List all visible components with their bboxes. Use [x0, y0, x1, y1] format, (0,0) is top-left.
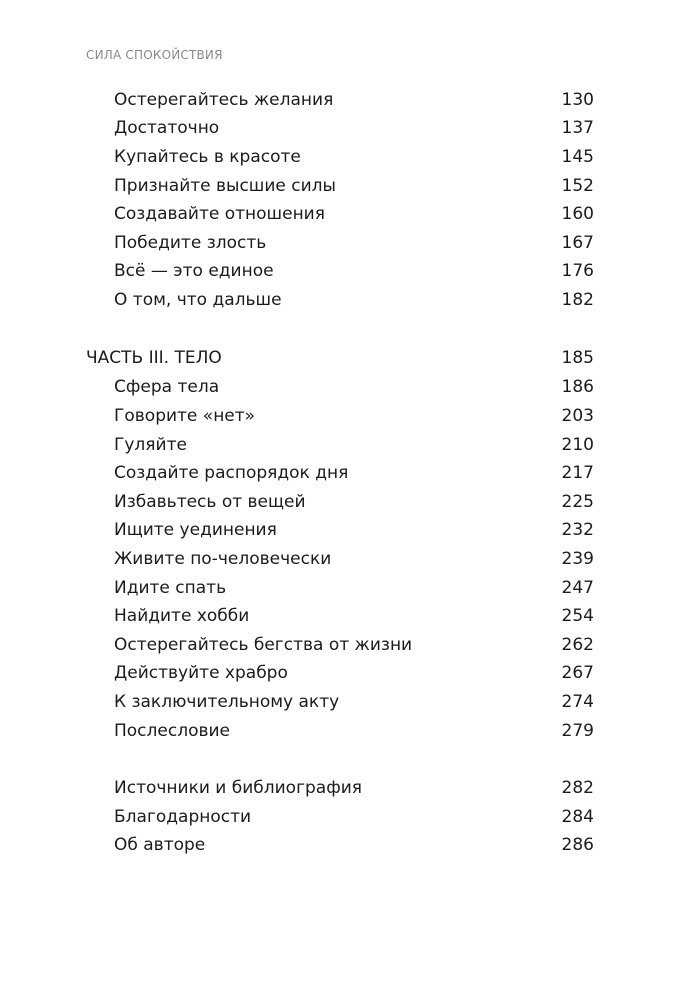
toc-entry: [0, 831, 676, 859]
toc-entry: [0, 631, 676, 659]
toc-entry-page: 282: [561, 778, 594, 798]
toc-entry-page: 152: [561, 176, 594, 196]
toc-entry-title: Купайтесь в красоте: [114, 147, 301, 167]
toc-entry-title: Найдите хобби: [114, 606, 250, 626]
toc-entry-title: Победите злость: [114, 233, 267, 253]
toc-entry-title: Об авторе: [114, 835, 206, 855]
toc-entry: [0, 200, 676, 228]
toc-entry: [0, 516, 676, 544]
toc-entry-page: 267: [561, 663, 594, 683]
toc-entry: [0, 86, 676, 114]
toc-entry: [0, 688, 676, 716]
toc-entry-page: 217: [561, 463, 594, 483]
toc-entry-title: Ищите уединения: [114, 520, 277, 540]
toc-entry-page: 176: [561, 261, 594, 281]
toc-entry-title: Всё — это единое: [114, 261, 274, 281]
toc-entry: [0, 402, 676, 430]
toc-entry-title: Избавьтесь от вещей: [114, 492, 306, 512]
toc-entry-page: 182: [561, 290, 594, 310]
toc-entry-page: 203: [561, 406, 594, 426]
toc-entry-title: Послесловие: [114, 721, 230, 741]
toc-entry-title: Сфера тела: [114, 377, 220, 397]
toc-entry: [0, 488, 676, 516]
toc-entry: [0, 143, 676, 171]
toc-entry-title: Благодарности: [114, 807, 252, 827]
toc-entry-page: 284: [561, 807, 594, 827]
toc-entry-title: Живите по-человечески: [114, 549, 332, 569]
toc-entry-title: О том, что дальше: [114, 290, 282, 310]
toc-entry-page: 167: [561, 233, 594, 253]
toc-entry-title: Создавайте отношения: [114, 204, 325, 224]
toc-entry-page: 186: [561, 377, 594, 397]
toc-entry-title: Источники и библиография: [114, 778, 363, 798]
toc-entry-title: Признайте высшие силы: [114, 176, 336, 196]
toc-entry: [0, 257, 676, 285]
running-head: СИЛА СПОКОЙСТВИЯ: [86, 48, 223, 62]
toc-entry-page: 274: [561, 692, 594, 712]
toc-part-heading: [0, 344, 676, 372]
toc-entry: [0, 373, 676, 401]
toc-entry-page: 247: [561, 578, 594, 598]
toc-entry-title: Говорите «нет»: [114, 406, 256, 426]
toc-entry-page: 137: [561, 118, 594, 138]
toc-entry: [0, 774, 676, 802]
toc-entry: [0, 574, 676, 602]
toc-entry-page: 239: [561, 549, 594, 569]
toc-entry-title: Создайте распорядок дня: [114, 463, 349, 483]
toc-entry-page: 232: [561, 520, 594, 540]
toc-entry: [0, 602, 676, 630]
toc-entry: [0, 286, 676, 314]
toc-entry: [0, 431, 676, 459]
toc-entry-page: 210: [561, 435, 594, 455]
toc-entry: [0, 114, 676, 142]
toc-entry-title: К заключительному акту: [114, 692, 340, 712]
toc-entry-page: 254: [561, 606, 594, 626]
toc-entry: [0, 803, 676, 831]
toc-entry: [0, 172, 676, 200]
toc-entry-page: 160: [561, 204, 594, 224]
toc-entry: [0, 659, 676, 687]
toc-entry: [0, 545, 676, 573]
toc-entry-page: 262: [561, 635, 594, 655]
toc-entry: [0, 229, 676, 257]
toc-entry: [0, 459, 676, 487]
toc-entry-title: Идите спать: [114, 578, 227, 598]
toc-part-title: ЧАСТЬ III. ТЕЛО: [86, 348, 222, 368]
toc-entry-page: 225: [561, 492, 594, 512]
toc-entry-page: 130: [561, 90, 594, 110]
toc-entry-title: Остерегайтесь желания: [114, 90, 334, 110]
toc-entry-title: Достаточно: [114, 118, 220, 138]
toc-entry-title: Остерегайтесь бегства от жизни: [114, 635, 413, 655]
toc-entry-page: 145: [561, 147, 594, 167]
toc-entry-title: Действуйте храбро: [114, 663, 288, 683]
toc-entry: [0, 717, 676, 745]
toc-entry-page: 286: [561, 835, 594, 855]
toc-entry-page: 279: [561, 721, 594, 741]
toc-part-page: 185: [561, 348, 594, 368]
toc-entry-title: Гуляйте: [114, 435, 187, 455]
